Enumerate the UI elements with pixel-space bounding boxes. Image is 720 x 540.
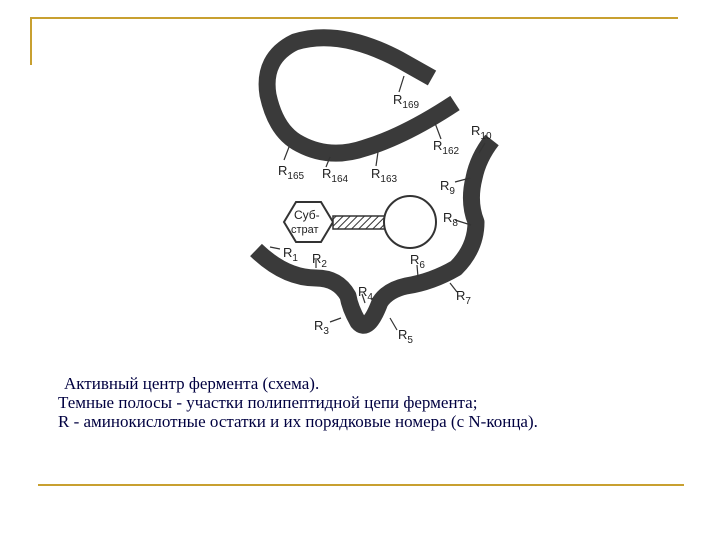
substrate-bond bbox=[333, 216, 385, 229]
residue-r5-base: R bbox=[398, 327, 408, 342]
residue-r8-base: R bbox=[443, 210, 453, 225]
caption-line-1: Активный центр фермента (схема). bbox=[64, 374, 320, 393]
residue-r2-base: R bbox=[312, 251, 322, 266]
residue-r9-sub: 9 bbox=[449, 186, 455, 197]
residue-r4-sub: 4 bbox=[367, 292, 373, 303]
residue-r5-sub: 5 bbox=[407, 335, 413, 346]
residue-r162 bbox=[433, 138, 460, 157]
residue-r163-sub: 163 bbox=[380, 174, 398, 185]
residue-r8-sub: 8 bbox=[452, 218, 458, 229]
residue-r162-sub: 162 bbox=[442, 146, 460, 157]
chain-upper-loop bbox=[267, 38, 455, 153]
residue-r4-base: R bbox=[358, 284, 368, 299]
residue-r163-base: R bbox=[371, 166, 381, 181]
residue-r1-base: R bbox=[283, 245, 293, 260]
caption-line-3: R - аминокислотные остатки и их порядковые номера (с N-конца). bbox=[58, 412, 538, 431]
residue-r163 bbox=[371, 166, 398, 185]
residue-r165 bbox=[278, 163, 305, 182]
residue-r7-base: R bbox=[456, 288, 466, 303]
residue-r164 bbox=[322, 166, 349, 185]
residue-r7-sub: 7 bbox=[465, 296, 471, 307]
residue-r3-base: R bbox=[314, 318, 324, 333]
residue-r3 bbox=[314, 318, 329, 337]
residue-r169 bbox=[393, 92, 420, 111]
binding-site-circle bbox=[384, 196, 436, 248]
substrate-label-1: Суб- bbox=[294, 208, 320, 222]
substrate-label-2: страт bbox=[291, 224, 319, 236]
residue-r3-sub: 3 bbox=[323, 326, 329, 337]
residue-r4 bbox=[358, 284, 373, 303]
residue-r6-sub: 6 bbox=[419, 260, 425, 271]
caption bbox=[58, 374, 698, 431]
residue-r164-base: R bbox=[322, 166, 332, 181]
residue-r9-base: R bbox=[440, 178, 450, 193]
residue-r6-base: R bbox=[410, 252, 420, 267]
residue-r165-base: R bbox=[278, 163, 288, 178]
residue-r162-base: R bbox=[433, 138, 443, 153]
bottom-rule bbox=[38, 484, 684, 486]
residue-r165-sub: 165 bbox=[287, 171, 305, 182]
residue-r5 bbox=[398, 327, 413, 346]
residue-r164-sub: 164 bbox=[331, 174, 349, 185]
residue-r8 bbox=[443, 210, 458, 229]
residue-r9 bbox=[440, 178, 455, 197]
residue-r1-sub: 1 bbox=[292, 253, 298, 264]
residue-r10 bbox=[471, 123, 492, 142]
caption-line-2: Темные полосы - участки полипептидной цепи фермента; bbox=[58, 393, 478, 412]
residue-r2-sub: 2 bbox=[321, 259, 327, 270]
residue-r169-sub: 169 bbox=[402, 100, 420, 111]
residue-r10-base: R bbox=[471, 123, 481, 138]
residue-r2 bbox=[312, 251, 327, 270]
residue-r1 bbox=[283, 245, 298, 264]
residue-r10-sub: 10 bbox=[480, 131, 492, 142]
residue-r7 bbox=[456, 288, 471, 307]
residue-r169-base: R bbox=[393, 92, 403, 107]
